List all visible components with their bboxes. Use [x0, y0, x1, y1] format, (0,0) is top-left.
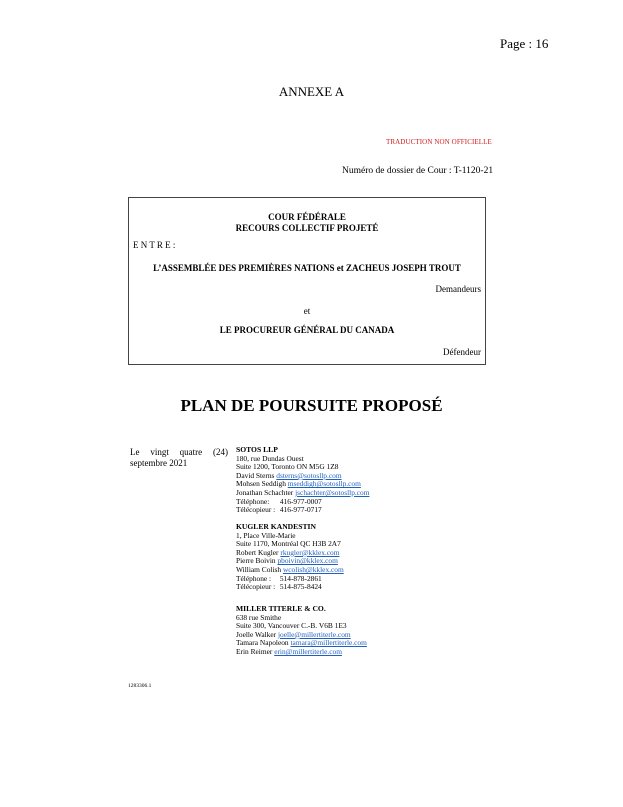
page-number: Page : 16	[500, 36, 549, 51]
contact-name: Tamara Napoleon	[236, 638, 289, 648]
document-number: 1283306.1	[128, 683, 152, 689]
contact-name: William Colish	[236, 564, 282, 574]
firm-address-line: Suite 1200, Toronto ON M5G 1Z8	[236, 462, 339, 472]
date-word: vingt	[150, 447, 169, 457]
fax-label: Télécopieur :	[236, 582, 276, 592]
phone-number: 416-977-0007	[279, 496, 322, 506]
contact-email-link[interactable]: joelle@millertiterle.com	[277, 629, 351, 639]
firm-name: KUGLER KANDESTIN	[236, 522, 316, 531]
fax-label: Télécopieur :	[236, 505, 276, 515]
contact-email-link[interactable]: tamara@millertiterle.com	[290, 638, 367, 648]
contact-name: Jonathan Schachter	[236, 487, 294, 497]
date-word: quatre	[179, 447, 203, 457]
date-word: (24)	[213, 447, 228, 457]
firm-address-line: Suite 300, Vancouver C.-B. V6B 1E3	[236, 621, 347, 631]
fax-number: 416-977-0717	[279, 505, 322, 515]
date-word: Le	[130, 447, 140, 457]
contact-email-link[interactable]: jschachter@sotosllp.com	[295, 487, 370, 497]
firm-address-line: Suite 1170, Montréal QC H3B 2A7	[236, 539, 341, 549]
firm-address-line: 638 rue Smithe	[236, 612, 282, 622]
defendant-name: LE PROCUREUR GÉNÉRAL DU CANADA	[219, 325, 395, 335]
date-line-1	[130, 447, 228, 458]
phone-number: 514-878-2861	[279, 573, 322, 583]
and-label: et	[303, 306, 311, 316]
fax-line	[236, 583, 344, 592]
phone-label: Téléphone :	[236, 573, 272, 583]
contact-name: Erin Reimer	[236, 646, 273, 656]
date-block	[130, 447, 228, 468]
firm-miller-titerle	[236, 605, 367, 657]
contact-email-link[interactable]: rkugler@kklex.com	[280, 547, 340, 557]
firm-address-line: 1, Place Ville-Marie	[236, 530, 296, 540]
contact-name: David Sterns	[236, 470, 275, 480]
firm-name: SOTOS LLP	[236, 445, 278, 454]
firm-sotos	[236, 446, 369, 515]
contact-email-link[interactable]: wcolish@kklex.com	[282, 564, 344, 574]
plan-title: PLAN DE POURSUITE PROPOSÉ	[180, 396, 443, 415]
court-name: COUR FÉDÉRALE	[268, 212, 346, 222]
firm-name: MILLER TITERLE & CO.	[236, 604, 326, 613]
plaintiffs-names: L’ASSEMBLÉE DES PREMIÈRES NATIONS et ZACHEUS JOSEPH TROUT	[153, 263, 461, 273]
contact-email-link[interactable]: pboivin@kklex.com	[277, 556, 338, 566]
contact-name: Pierre Boivin	[236, 556, 276, 566]
contact-name: Mohsen Seddigh	[236, 479, 286, 489]
translation-note: TRADUCTION NON OFFICIELLE	[386, 138, 492, 146]
contact-email-link[interactable]: dsterns@sotosllp.com	[276, 470, 342, 480]
annexe-title: ANNEXE A	[278, 84, 345, 99]
style-of-cause-box	[128, 197, 486, 365]
contact-name: Joelle Walker	[236, 629, 277, 639]
contact-email-link[interactable]: mseddigh@sotosllp.com	[287, 479, 361, 489]
court-file-number: Numéro de dossier de Cour : T-1120-21	[342, 166, 494, 176]
contact-name: Robert Kugler	[236, 547, 279, 557]
fax-number: 514-875-8424	[279, 582, 322, 592]
date-line-2: septembre 2021	[130, 457, 188, 468]
plaintiffs-role: Demandeurs	[435, 284, 481, 294]
fax-line	[236, 506, 369, 515]
between-label: E N T R E :	[133, 240, 176, 250]
phone-label: Téléphone:	[236, 496, 270, 506]
firm-address-line: 180, rue Dundas Ouest	[236, 453, 304, 463]
proceeding-type: RECOURS COLLECTIF PROJETÉ	[235, 223, 379, 233]
defendant-role: Défendeur	[443, 347, 481, 357]
contact-email-link[interactable]: erin@millertiterle.com	[274, 646, 342, 656]
firm-kugler-kandestin	[236, 523, 344, 592]
contact-line	[236, 648, 367, 657]
